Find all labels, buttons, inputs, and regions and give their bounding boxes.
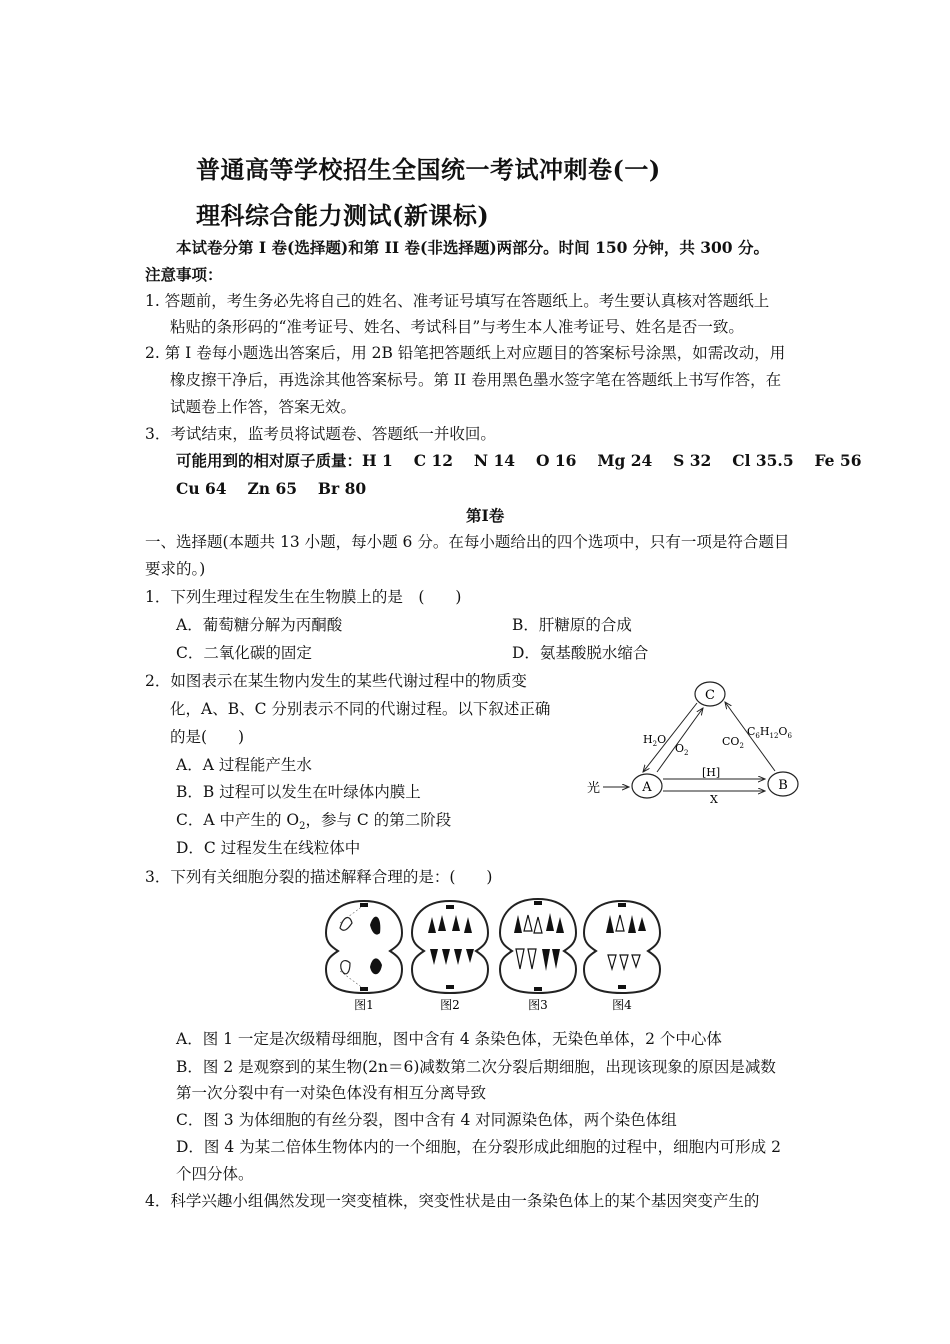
- q2-stem: 2．如图表示在某生物内发生的某些代谢过程中的物质变: [145, 672, 527, 690]
- part1-instructions: 一、选择题(本题共 13 小题，每小题 6 分。在每小题给出的四个选项中，只有一项是符合题目: [145, 533, 790, 551]
- atomic-mass-line: 可能用到的相对原子质量：H 1 C 12 N 14 O 16 Mg 24 S 32 Cl 35.5 Fe 56: [176, 451, 862, 470]
- q2-option-c-pre: C．A 中产生的 O: [176, 811, 300, 829]
- atomic-mass-line-2: Cu 64 Zn 65 Br 80: [176, 479, 367, 498]
- notice-item-1-cont: 粘贴的条形码的“准考证号、姓名、考试科目”与考生本人准考证号、姓名是否一致。: [170, 318, 744, 336]
- cell-division-figures: [320, 893, 665, 1015]
- q3-stem: 3．下列有关细胞分裂的描述解释合理的是：( ): [145, 868, 493, 886]
- q1-option-d: D．氨基酸脱水缩合: [512, 644, 649, 662]
- q2-option-c: [176, 810, 451, 837]
- cell-figure-4: [584, 901, 660, 993]
- x-label: X: [710, 793, 718, 806]
- co2-label: $CO_2$: [722, 735, 744, 750]
- notice-item-2-cont: 橡皮擦干净后，再选涂其他答案标号。第 II 卷用黑色墨水签字笔在答题纸上书写作答，在: [170, 371, 782, 389]
- q1-option-c: C．二氧化碳的固定: [176, 644, 312, 662]
- notice-item-2-cont2: 试题卷上作答，答案无效。: [170, 398, 357, 416]
- glucose-label: $C_6H_{12}O_6$: [747, 725, 792, 740]
- q1-option-b: B．肝糖原的合成: [512, 616, 632, 634]
- h2o-label: $H_2O$: [643, 733, 667, 748]
- fig4-label: 图4: [612, 998, 632, 1012]
- node-b-label: B: [778, 778, 788, 793]
- q3-option-c: C．图 3 为体细胞的有丝分裂，图中含有 4 对同源染色体，两个染色体组: [176, 1111, 677, 1129]
- exam-subtitle: 理科综合能力测试(新课标): [196, 201, 490, 230]
- metabolism-diagram: [585, 675, 805, 810]
- q2-option-b: B．B 过程可以发生在叶绿体内膜上: [176, 783, 421, 801]
- notice-heading: 注意事项：: [145, 265, 223, 284]
- notice-item-3: 3．考试结束，监考员将试题卷、答题纸一并收回。: [145, 425, 496, 443]
- q1-option-a: A．葡萄糖分解为丙酮酸: [176, 616, 343, 634]
- q2-option-c-sub: 2: [299, 821, 306, 833]
- exam-intro: 本试卷分第 I 卷(选择题)和第 II 卷(非选择题)两部分。时间 150 分钟，共 300 分。: [176, 238, 769, 257]
- fig2-label: 图2: [440, 998, 460, 1012]
- q2-option-d: D．C 过程发生在线粒体中: [176, 839, 361, 857]
- fig3-label: 图3: [528, 998, 548, 1012]
- node-a-label: A: [642, 780, 652, 795]
- notice-item-1: 1. 答题前，考生务必先将自己的姓名、准考证号填写在答题纸上。考生要认真核对答题纸上: [145, 292, 770, 310]
- q2-option-c-post: ，参与 C 的第二阶段: [305, 811, 452, 829]
- q3-option-d-cont: 个四分体。: [176, 1165, 254, 1183]
- cell-figure-2: [412, 901, 488, 993]
- part1-instructions-cont: 要求的。): [145, 560, 206, 578]
- h-label: [H]: [702, 766, 721, 779]
- notice-item-2: 2. 第 I 卷每小题选出答案后，用 2B 铅笔把答题纸上对应题目的答案标号涂黑，如需改动，用: [145, 344, 786, 362]
- q2-stem-cont2: 的是( ): [170, 728, 245, 746]
- q3-option-b-cont: 第一次分裂中有一对染色体没有相互分离导致: [176, 1084, 487, 1102]
- q3-option-d: D．图 4 为某二倍体生物体内的一个细胞，在分裂形成此细胞的过程中，细胞内可形成 2: [176, 1138, 781, 1156]
- node-c-label: C: [705, 688, 715, 703]
- q4-stem: 4．科学兴趣小组偶然发现一突变植株，突变性状是由一条染色体上的某个基因突变产生的: [145, 1192, 760, 1210]
- cell-figure-1: [326, 901, 402, 993]
- q2-stem-cont: 化，A、B、C 分别表示不同的代谢过程。以下叙述正确: [170, 700, 551, 718]
- q1-stem: 1．下列生理过程发生在生物膜上的是 ( ): [145, 588, 462, 606]
- o2-label: $O_2$: [675, 742, 689, 757]
- q2-option-a: A．A 过程能产生水: [176, 756, 312, 774]
- q3-option-b: B．图 2 是观察到的某生物(2n＝6)减数第二次分裂后期细胞，出现该现象的原因是减数: [176, 1058, 776, 1076]
- section-heading: 第Ⅰ卷: [466, 506, 505, 525]
- exam-title: 普通高等学校招生全国统一考试冲刺卷(一): [196, 155, 661, 184]
- light-label: 光: [587, 781, 601, 796]
- q3-option-a: A．图 1 一定是次级精母细胞，图中含有 4 条染色体，无染色单体，2 个中心体: [176, 1030, 722, 1048]
- cell-figure-3: [500, 899, 576, 993]
- fig1-label: 图1: [354, 998, 374, 1012]
